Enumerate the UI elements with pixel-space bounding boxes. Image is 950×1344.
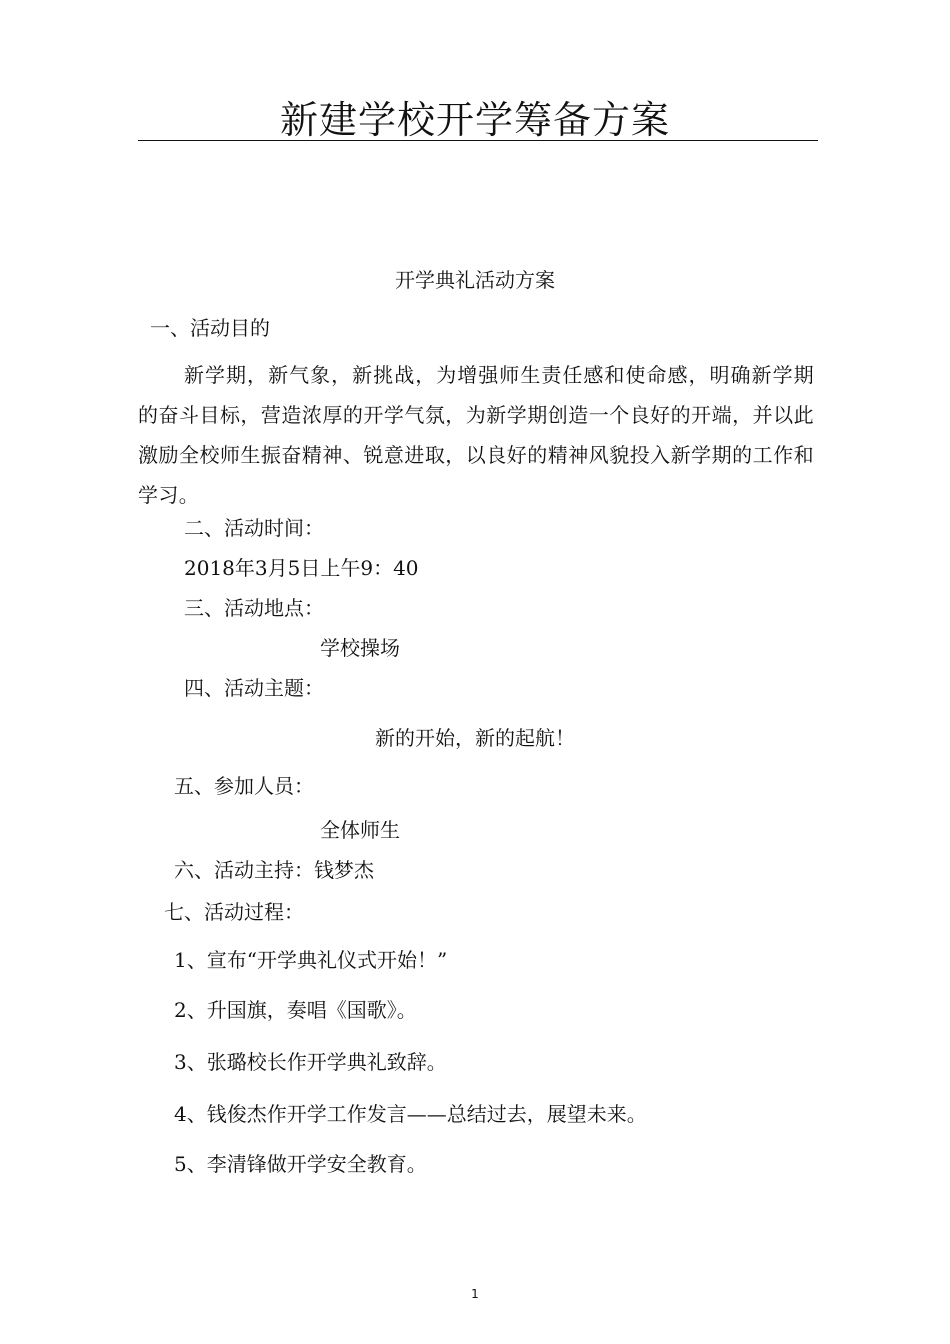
process-step: 2、升国旗，奏唱《国歌》。 bbox=[174, 998, 417, 1022]
title-underline bbox=[138, 140, 818, 141]
purpose-heading: 一、活动目的 bbox=[150, 316, 270, 340]
process-step: 4、钱俊杰作开学工作发言——总结过去，展望未来。 bbox=[174, 1102, 647, 1126]
participants-heading: 五、参加人员： bbox=[174, 774, 314, 798]
time-heading: 二、活动时间： bbox=[184, 516, 324, 540]
process-heading: 七、活动过程： bbox=[164, 900, 304, 924]
document-title: 新建学校开学筹备方案 bbox=[279, 98, 670, 142]
process-step: 3、张璐校长作开学典礼致辞。 bbox=[174, 1050, 447, 1074]
process-step: 1、宣布“开学典礼仪式开始！” bbox=[174, 948, 448, 972]
page-number: 1 bbox=[471, 1287, 479, 1301]
subtitle: 开学典礼活动方案 bbox=[395, 268, 555, 292]
theme-value: 新的开始，新的起航！ bbox=[375, 726, 575, 750]
place-value: 学校操场 bbox=[320, 636, 400, 660]
time-value: 2018年3月5日上午9：40 bbox=[184, 556, 419, 580]
purpose-paragraph: 新学期，新气象，新挑战，为增强师生责任感和使命感，明确新学期的奋斗目标，营造浓厚的开学气氛，为新学期创造一个良好的开端，并以此激励全校师生振奋精神、锐意进取，以良好的精神风貌投入新学期的工作和学习。 bbox=[138, 363, 814, 507]
host-line: 六、活动主持：钱梦杰 bbox=[174, 858, 374, 882]
participants-value: 全体师生 bbox=[320, 818, 400, 842]
place-heading: 三、活动地点： bbox=[184, 596, 324, 620]
process-step: 5、李清锋做开学安全教育。 bbox=[174, 1152, 427, 1176]
theme-heading: 四、活动主题： bbox=[184, 676, 324, 700]
